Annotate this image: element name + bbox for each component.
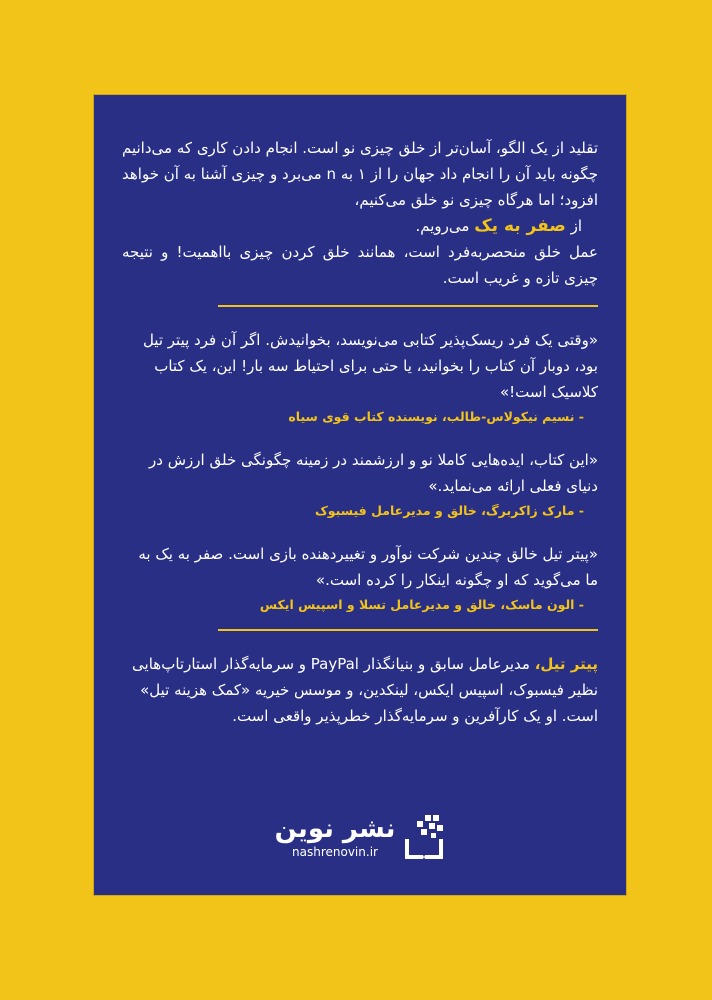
author-name: پیتر تیل،	[534, 655, 598, 673]
quote-taleb	[122, 327, 598, 427]
author-bio	[122, 651, 598, 729]
publisher-name: نشر نوین	[274, 814, 396, 844]
intro-paragraph-2	[122, 213, 598, 239]
quote-attribution: - نسیم نیکولاس‌-طالب، نویسنده کتاب قوی سیاه	[288, 409, 584, 424]
quote-text: «وقتی یک فرد ریسک‌پذیر کتابی می‌نویسد، بخوانیدش. اگر آن فرد پیتر تیل بود، دوبار آن کتاب را بخوانید، یا حتی برای احتیاط سه بار! این، یک کتاب کلاسیک است!»	[142, 331, 598, 401]
intro-paragraph-3: عمل خلق منحصربه‌فرد است، همانند خلق کردن چیزی بااهمیت! و نتیجه چیزی تازه و غریب است.	[122, 243, 598, 287]
divider-top	[218, 305, 598, 307]
title-highlight: صفر به یک	[474, 216, 566, 236]
bio-text: مدیرعامل سابق و بنیانگذار PayPal و سرمایه‌گذار استارتاپ‌هایی نظیر فیسبوک، اسپیس ایکس، لینکدین، و موسس خیریه «کمک هزینه تیل» است. او یک کارآفرین و سرمایه‌گذار خطرپذیر واقعی است.	[132, 655, 598, 725]
quote-attribution: - الون ماسک، خالق و مدیرعامل تسلا و اسپیس ایکس	[259, 597, 584, 612]
publisher-wordmark	[275, 814, 396, 860]
intro-suffix: می‌رویم.	[415, 217, 470, 235]
divider-bottom	[218, 629, 598, 631]
quote-text: «این کتاب، ایده‌هایی کاملا نو و ارزشمند در زمینه چگونگی خلق ارزش در دنیای فعلی ارائه می‌نماید.»	[149, 451, 598, 495]
book-pixel-icon	[403, 813, 445, 861]
publisher-logo	[94, 807, 626, 867]
publisher-url: nashrenovin.ir	[292, 845, 378, 859]
intro-block	[122, 135, 598, 291]
quote-text: «پیتر تیل خالق چندین شرکت نوآور و تغییردهنده بازی است. صفر به یک به ما می‌گوید که او چگونه اینکار را کرده است.»	[138, 545, 598, 589]
quote-attribution: - مارک زاکربرگ، خالق و مدیرعامل فیسبوک	[314, 503, 584, 518]
cover-text	[122, 135, 598, 729]
bio-paragraph	[122, 651, 598, 729]
intro-paragraph-1: تقلید از یک الگو، آسان‌تر از خلق چیزی نو است. انجام دادن کاری که می‌دانیم چگونه باید آن را انجام داد جهان را از ۱ به n می‌برد و چیزی آشنا به آن خواهد افزود؛ اما هرگاه چیزی نو خلق می‌کنیم،	[122, 139, 598, 209]
quote-musk	[122, 541, 598, 615]
quote-zuckerberg	[122, 447, 598, 521]
back-cover-panel	[94, 95, 626, 895]
intro-prefix: از	[570, 217, 582, 235]
